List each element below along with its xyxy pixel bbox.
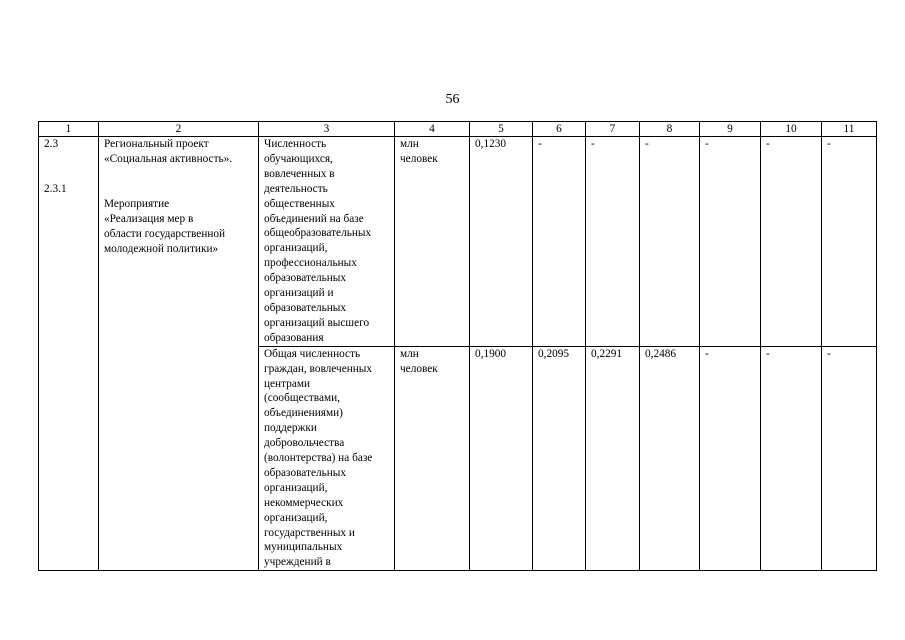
value-cell-9: - (700, 346, 761, 571)
project-name-line: Региональный проект (104, 138, 209, 150)
value-cell-6: 0,2095 (533, 346, 586, 571)
indicator-line: муниципальных (264, 541, 343, 554)
name-cell (99, 137, 259, 571)
unit-cell (395, 137, 470, 347)
column-header-6: 6 (533, 122, 586, 137)
table-row (39, 137, 877, 347)
indicator-line: организаций, (264, 511, 328, 524)
value-cell-5: 0,1900 (470, 346, 533, 571)
value-cell-10: - (761, 346, 822, 571)
column-header-3: 3 (259, 122, 395, 137)
indicator-line: образовательных (264, 466, 347, 479)
unit-line: млн (400, 347, 419, 360)
value-cell-7: 0,2291 (586, 346, 640, 571)
indicator-line: образовательных (264, 272, 347, 285)
indicator-line: граждан, вовлеченных (264, 362, 373, 375)
column-header-10: 10 (761, 122, 822, 137)
indicator-line: объединениями) (264, 407, 343, 420)
indicator-line: образования (264, 331, 324, 344)
unit-line: млн (400, 138, 419, 150)
measure-name-line: области государственной (104, 227, 226, 240)
unit-line: человек (400, 362, 438, 375)
project-code: 2.3 (44, 138, 59, 150)
indicator-line: вовлеченных в (264, 167, 335, 180)
measure-name-line: «Реализация мер в (104, 212, 194, 225)
code-cell (39, 137, 99, 571)
measure-code: 2.3.1 (44, 182, 67, 195)
indicators-table (38, 121, 877, 571)
column-header-2: 2 (99, 122, 259, 137)
value-cell-8: 0,2486 (640, 346, 700, 571)
indicator-line: учреждений в (264, 556, 331, 569)
indicator-line: (сообществами, (264, 392, 340, 405)
column-header-9: 9 (700, 122, 761, 137)
indicator-line: обучающихся, (264, 152, 333, 165)
unit-line: человек (400, 152, 438, 165)
column-header-4: 4 (395, 122, 470, 137)
indicator-line: центрами (264, 377, 311, 390)
indicator-line: деятельность (264, 182, 328, 195)
value-cell-8: - (640, 137, 700, 347)
unit-cell (395, 346, 470, 571)
header-row (39, 122, 877, 137)
indicator-line: объединений на базе (264, 212, 364, 225)
indicator-line: общественных (264, 197, 335, 210)
indicator-line: образовательных (264, 301, 347, 314)
measure-name-line: молодежной политики» (104, 242, 219, 255)
indicator-line: поддержки (264, 422, 317, 435)
indicator-line: (волонтерства) на базе (264, 452, 373, 465)
page-number: 56 (445, 92, 460, 107)
column-header-5: 5 (470, 122, 533, 137)
column-header-11: 11 (822, 122, 877, 137)
indicator-line: добровольчества (264, 437, 345, 450)
column-header-8: 8 (640, 122, 700, 137)
indicator-line: организаций, (264, 481, 328, 494)
column-header-1: 1 (39, 122, 99, 137)
value-cell-11: - (822, 137, 877, 347)
indicator-line: организаций высшего (264, 316, 370, 329)
value-cell-11: - (822, 346, 877, 571)
value-cell-10: - (761, 137, 822, 347)
value-cell-7: - (586, 137, 640, 347)
indicator-line: организаций и (264, 287, 334, 300)
indicator-line: Численность (264, 138, 327, 150)
indicator-line: профессиональных (264, 257, 357, 270)
value-cell-9: - (700, 137, 761, 347)
indicator-line: общеобразовательных (264, 227, 372, 240)
value-cell-5: 0,1230 (470, 137, 533, 347)
indicator-line: государственных и (264, 526, 355, 539)
value-cell-6: - (533, 137, 586, 347)
indicator-line: некоммерческих (264, 496, 344, 509)
project-name-line: «Социальная активность». (104, 152, 233, 165)
indicator-line: организаций, (264, 242, 328, 255)
indicator-cell (259, 346, 395, 571)
measure-name-line: Мероприятие (104, 197, 170, 210)
indicator-cell (259, 137, 395, 347)
column-header-7: 7 (586, 122, 640, 137)
indicator-line: Общая численность (264, 347, 361, 360)
